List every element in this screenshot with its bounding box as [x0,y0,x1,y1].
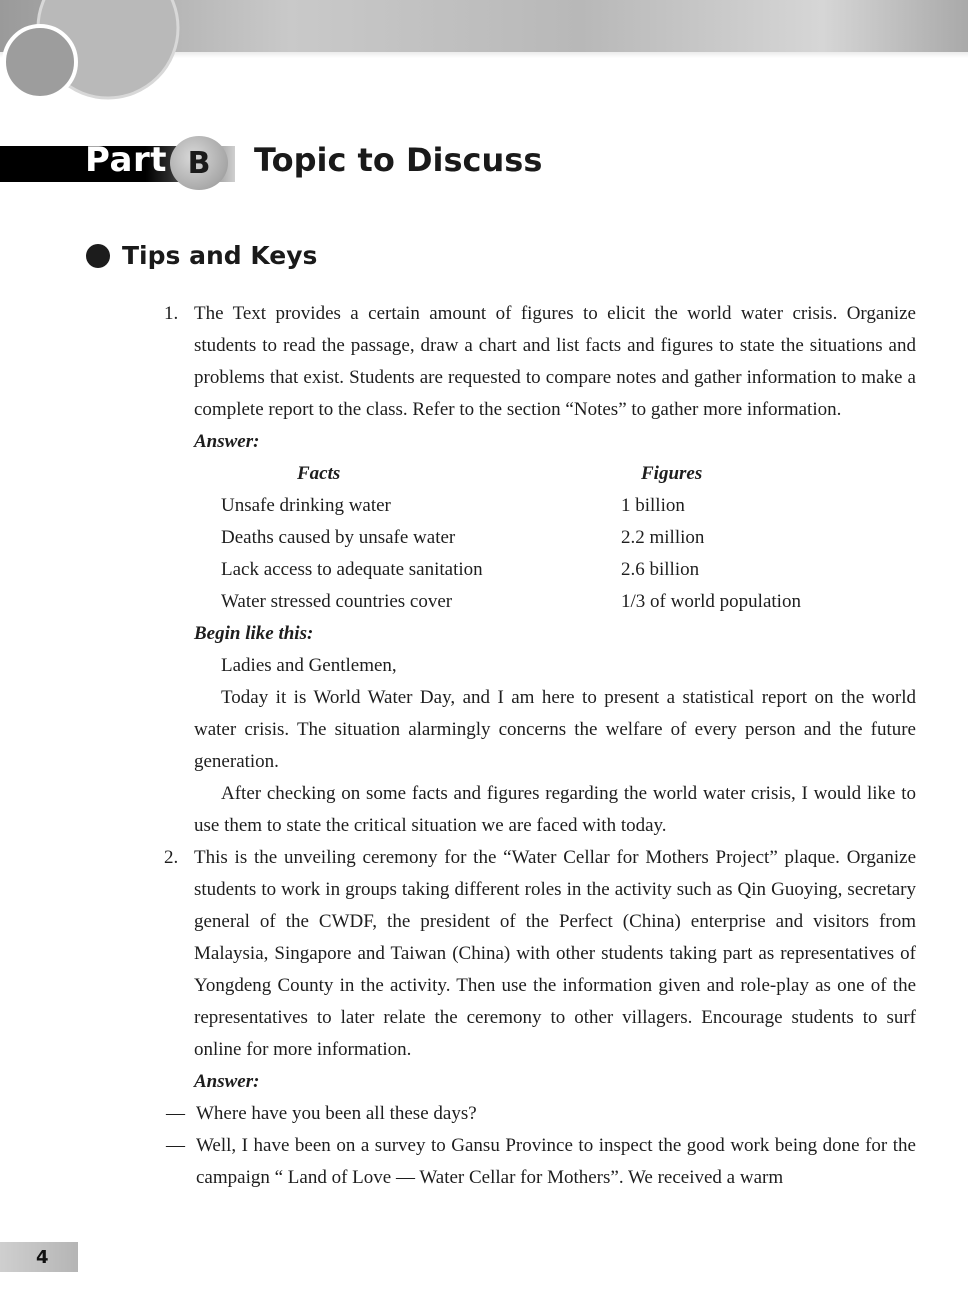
subheading-text: Tips and Keys [122,241,318,270]
part-label: Part [85,140,167,180]
item-text: The Text provides a certain amount of figures to elicit the world water crisis. Organize students to read the passage, draw a chart and list facts and figures to state the situations and problems that exist. Students are requested to compare notes and gather information to make a complete report to the class. Refer to the section “Notes” to gather more information. [194,303,916,420]
answer-label: Answer: [194,431,260,452]
dialog-line [160,1130,916,1194]
table-header-figures: Figures [641,463,703,484]
main-content [160,298,916,1194]
table-cell-figure: 1 billion [621,495,685,516]
table-cell-fact: Water stressed countries cover [221,591,453,612]
dialog-line [160,1098,916,1130]
dialog-dash: — [166,1135,185,1156]
dialog-dash: — [166,1103,185,1124]
speech-paragraph-2: After checking on some facts and figures regarding the world water crisis, I would like to use them to state the critical situation we are faced with today. [194,783,916,836]
table-cell-figure: 2.2 million [621,527,705,548]
table-cell-fact: Deaths caused by unsafe water [221,527,456,548]
bullet-icon [86,244,110,268]
salutation: Ladies and Gentlemen, [221,655,397,676]
answer-label: Answer: [194,1071,260,1092]
table-header-facts: Facts [297,463,341,484]
list-item-1 [160,298,916,842]
dialog-text: Where have you been all these days? [196,1103,477,1124]
facts-table [221,458,916,618]
table-cell-fact: Lack access to adequate sanitation [221,559,483,580]
part-letter: B [187,145,211,181]
item-number: 2. [164,847,179,868]
table-cell-figure: 1/3 of world population [621,591,801,612]
table-cell-fact: Unsafe drinking water [221,495,391,516]
table-cell-figure: 2.6 billion [621,559,700,580]
subheading [86,241,317,270]
section-title: Topic to Discuss [254,141,543,179]
decorative-circles [0,0,190,110]
page-number: 4 [0,1242,78,1272]
speech-paragraph-1: Today it is World Water Day, and I am here to present a statistical report on the world water crisis. The situation alarmingly concerns the welfare of every person and the future generation. [194,687,916,772]
dialog-text: Well, I have been on a survey to Gansu Province to inspect the good work being done for the campaign “ Land of Love — Water Cellar for Mothers”. We received a warm [196,1135,916,1188]
item-number: 1. [164,303,179,324]
list-item-2 [160,842,916,1098]
item-text: This is the unveiling ceremony for the “Water Cellar for Mothers Project” plaque. Organize students to work in groups taking different roles in the activity such as Qin Guoying, secretary general of the CWDF, the president of the Perfect (China) enterprise and visitors from Malaysia, Singapore and Taiwan (China) with other students taking part as representatives of Yongdeng County in the activity. Then use the information given and role-play as one of the representatives to later relate the ceremony to other villagers. Encourage students to surf online for more information. [194,847,916,1060]
part-letter-badge [170,136,228,190]
begin-label: Begin like this: [194,623,314,644]
